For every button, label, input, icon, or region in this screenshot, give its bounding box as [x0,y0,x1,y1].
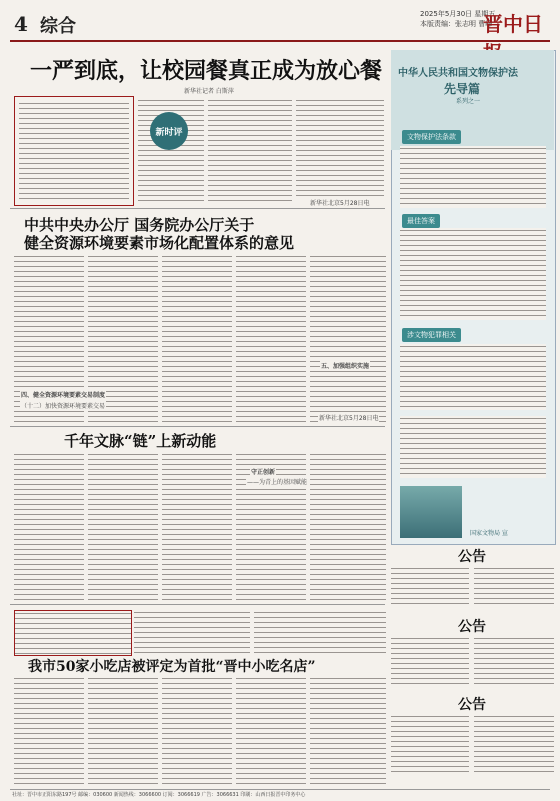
story-divider [10,208,385,209]
sidebar-series: 系列之一 [456,98,481,105]
sidebar-illustration [400,486,462,538]
story1-headline: 一严到底，让校园餐真正成为放心餐 [30,58,383,84]
story3-headline: 千年文脉“链”上新动能 [64,432,217,450]
story-divider [10,426,385,427]
newspaper-logo: 晋中日 [483,12,543,36]
story1-source: 新华社北京5月28日电 [310,200,370,207]
story3-subhead: 守正创新 [250,466,276,477]
story4-column-5 [310,676,386,784]
sidebar-text-3 [400,344,546,410]
story2-source: 新华社北京5月28日电 [318,412,379,423]
notice-title-3: 公告 [458,697,486,713]
issue-date: 2025年5月30日 星期五 [420,10,496,18]
footer-rule [10,789,550,790]
story4-column-3 [162,676,232,784]
story1-column-4 [296,98,384,196]
story2-headline-line2: 健全资源环境要素市场化配置体系的意见 [24,234,295,252]
story1-stamp: 新时评 [150,112,188,150]
story1-column-3 [208,98,292,204]
story3-subhead-2: ——为青上的基因赋能 [246,476,308,487]
story3-column-5 [310,452,386,600]
story2-column-5 [310,254,386,422]
story4-intro-col-3 [254,610,386,654]
section-title: 综合 [40,16,76,37]
notice-1-col-2 [474,566,554,608]
story2-column-4 [236,254,306,422]
sidebar-caption: 国家文物局 宣 [470,530,508,537]
sidebar-text-2 [400,228,546,320]
story3-column-1 [14,452,84,600]
story4-column-4 [236,676,306,784]
sidebar-text-1 [400,146,546,208]
notice-3-col-2 [474,714,554,776]
story4-intro-col-2 [134,610,250,654]
notice-2-col-2 [474,636,554,686]
story3-column-2 [88,452,158,600]
notice-3-col-1 [391,714,469,776]
notice-title-1: 公告 [458,549,486,565]
story2-headline-line1: 中共中央办公厅 国务院办公厅关于 [24,216,255,234]
sidebar-badge-3: 涉文物犯罪相关 [402,328,461,342]
story2-subhead-3: 五、加强组织实施 [320,360,370,371]
notice-1-col-1 [391,566,469,608]
header-rule [10,40,550,42]
sidebar-kicker-2: 先导篇 [444,82,481,96]
story-divider [10,604,385,605]
sidebar-badge-1: 文物保护法条款 [402,130,461,144]
story2-subhead-2: （十二）加快资源环境要素交易 [20,400,106,411]
sidebar-badge-2: 最佳答案 [402,214,440,228]
section-number: 4 [14,12,28,36]
story3-column-3 [162,452,232,600]
footer-info: 社址：晋中市正阳东路197号 邮编：030600 新闻热线：3066600 订阅：3066619 广告：3066631 印刷：山西日报晋中印务中心 [12,792,306,798]
story1-intro-text [19,101,129,199]
sidebar-kicker: 中华人民共和国文物保护法 [398,68,518,79]
notice-2-col-1 [391,636,469,686]
story1-byline: 新华社记者 白斯萍 [184,88,234,95]
story1-intro-box [14,96,134,206]
story4-headline: 我市50家小吃店被评定为首批“晋中小吃名店” [28,659,316,675]
editor-line: 本版责编：张志明 曹峰 [420,20,493,28]
story4-column-2 [88,676,158,784]
story4-column-1 [14,676,84,784]
notice-title-2: 公告 [458,619,486,635]
sidebar-text-4 [400,416,546,478]
story4-intro-box [14,610,132,656]
story2-column-3 [162,254,232,422]
story2-subhead: 四、健全资源环境要素交易制度 [20,389,106,400]
